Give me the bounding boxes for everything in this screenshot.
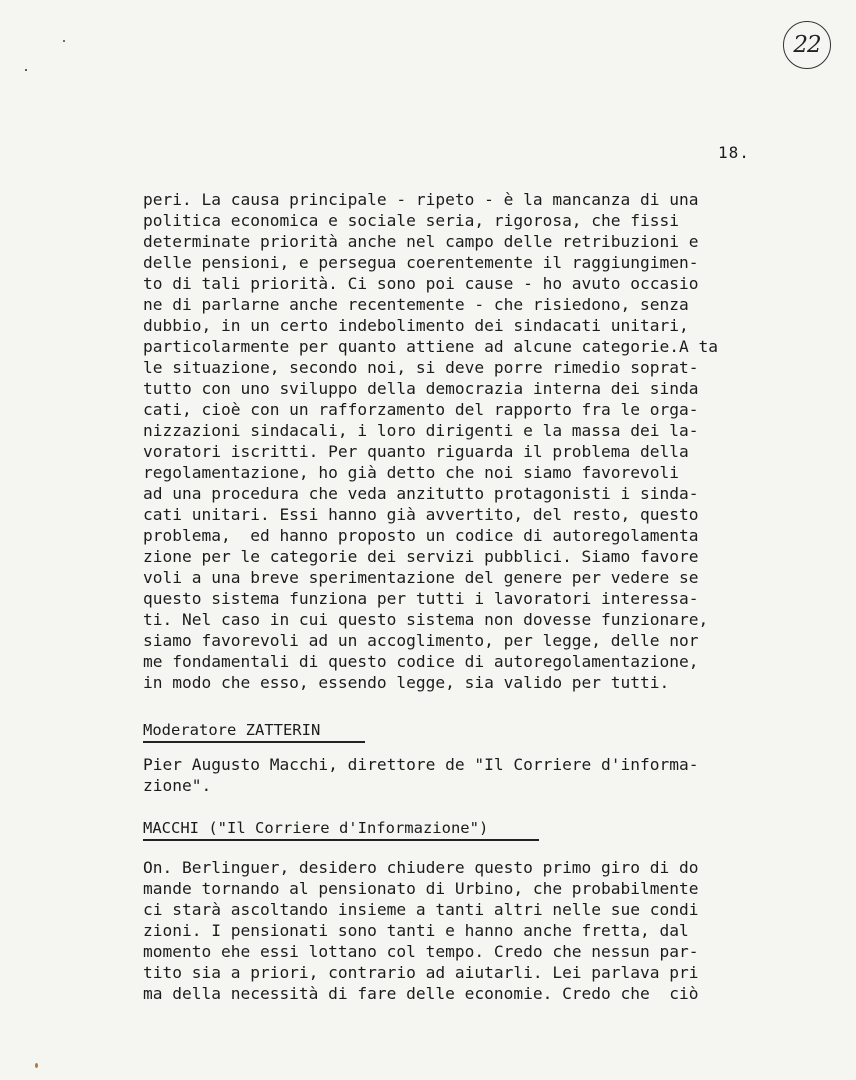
text-line: siamo favorevoli ad un accoglimento, per legge, delle nor [143, 631, 699, 650]
text-line: tutto con uno sviluppo della democrazia interna dei sinda [143, 379, 699, 398]
text-line: ti. Nel caso in cui questo sistema non dovesse funzionare, [143, 610, 709, 629]
text-line: zioni. I pensionati sono tanti e hanno anche fretta, dal [143, 921, 689, 940]
text-line: peri. La causa principale - ripeto - è la mancanza di una [143, 190, 699, 209]
text-line: le situazione, secondo noi, si deve porre rimedio soprat- [143, 358, 699, 377]
text-line: regolamentazione, ho già detto che noi siamo favorevoli [143, 463, 680, 482]
text-line: tito sia a priori, contrario ad aiutarli. Lei parlava pri [143, 963, 699, 982]
text-line: ad una procedura che veda anzitutto protagonisti i sinda- [143, 484, 699, 503]
text-line: me fondamentali di questo codice di autoregolamentazione, [143, 652, 699, 671]
text-line: zione per le categorie dei servizi pubblici. Siamo favore [143, 547, 699, 566]
text-line: voli a una breve sperimentazione del genere per vedere se [143, 568, 699, 587]
page-number: 18. [718, 143, 750, 162]
ink-speck [25, 69, 27, 71]
heading-underline [143, 839, 539, 841]
archive-stamp-number: 22 [793, 32, 821, 58]
text-line: politica economica e sociale seria, rigorosa, che fissi [143, 211, 680, 230]
text-line: delle pensioni, e persegua coerentemente il raggiungimen- [143, 253, 699, 272]
text-line: zione". [143, 776, 212, 795]
text-line: On. Berlinguer, desidero chiudere questo primo giro di do [143, 858, 699, 877]
ink-speck [35, 1063, 38, 1068]
text-line: voratori iscritti. Per quanto riguarda il problema della [143, 442, 689, 461]
section-heading-macchi: MACCHI ("Il Corriere d'Informazione") [143, 819, 489, 837]
text-line: particolarmente per quanto attiene ad alcune categorie.A ta [143, 337, 718, 356]
text-line: ci starà ascoltando insieme a tanti altri nelle sue condi [143, 900, 699, 919]
text-line: questo sistema funziona per tutti i lavoratori interessa- [143, 589, 699, 608]
text-line: cati, cioè con un rafforzamento del rapporto fra le orga- [143, 400, 699, 419]
text-line: nizzazioni sindacali, i loro dirigenti e la massa dei la- [143, 421, 699, 440]
text-line: in modo che esso, essendo legge, sia valido per tutti. [143, 673, 670, 692]
text-line: determinate priorità anche nel campo delle retribuzioni e [143, 232, 699, 251]
text-line: ma della necessità di fare delle economie. Credo che ciò [143, 984, 699, 1003]
text-line: mande tornando al pensionato di Urbino, che probabilmente [143, 879, 699, 898]
section-heading-moderator: Moderatore ZATTERIN [143, 721, 321, 739]
heading-underline [143, 741, 365, 743]
text-line: to di tali priorità. Ci sono poi cause - ho avuto occasio [143, 274, 699, 293]
text-line: momento ehe essi lottano col tempo. Credo che nessun par- [143, 942, 699, 961]
ink-speck [63, 40, 65, 42]
text-line: Pier Augusto Macchi, direttore de "Il Corriere d'informa- [143, 755, 699, 774]
text-line: cati unitari. Essi hanno già avvertito, del resto, questo [143, 505, 699, 524]
text-line: ne di parlarne anche recentemente - che risiedono, senza [143, 295, 689, 314]
text-line: dubbio, in un certo indebolimento dei sindacati unitari, [143, 316, 689, 335]
text-line: problema, ed hanno proposto un codice di autoregolamenta [143, 526, 699, 545]
archive-stamp [783, 21, 831, 69]
